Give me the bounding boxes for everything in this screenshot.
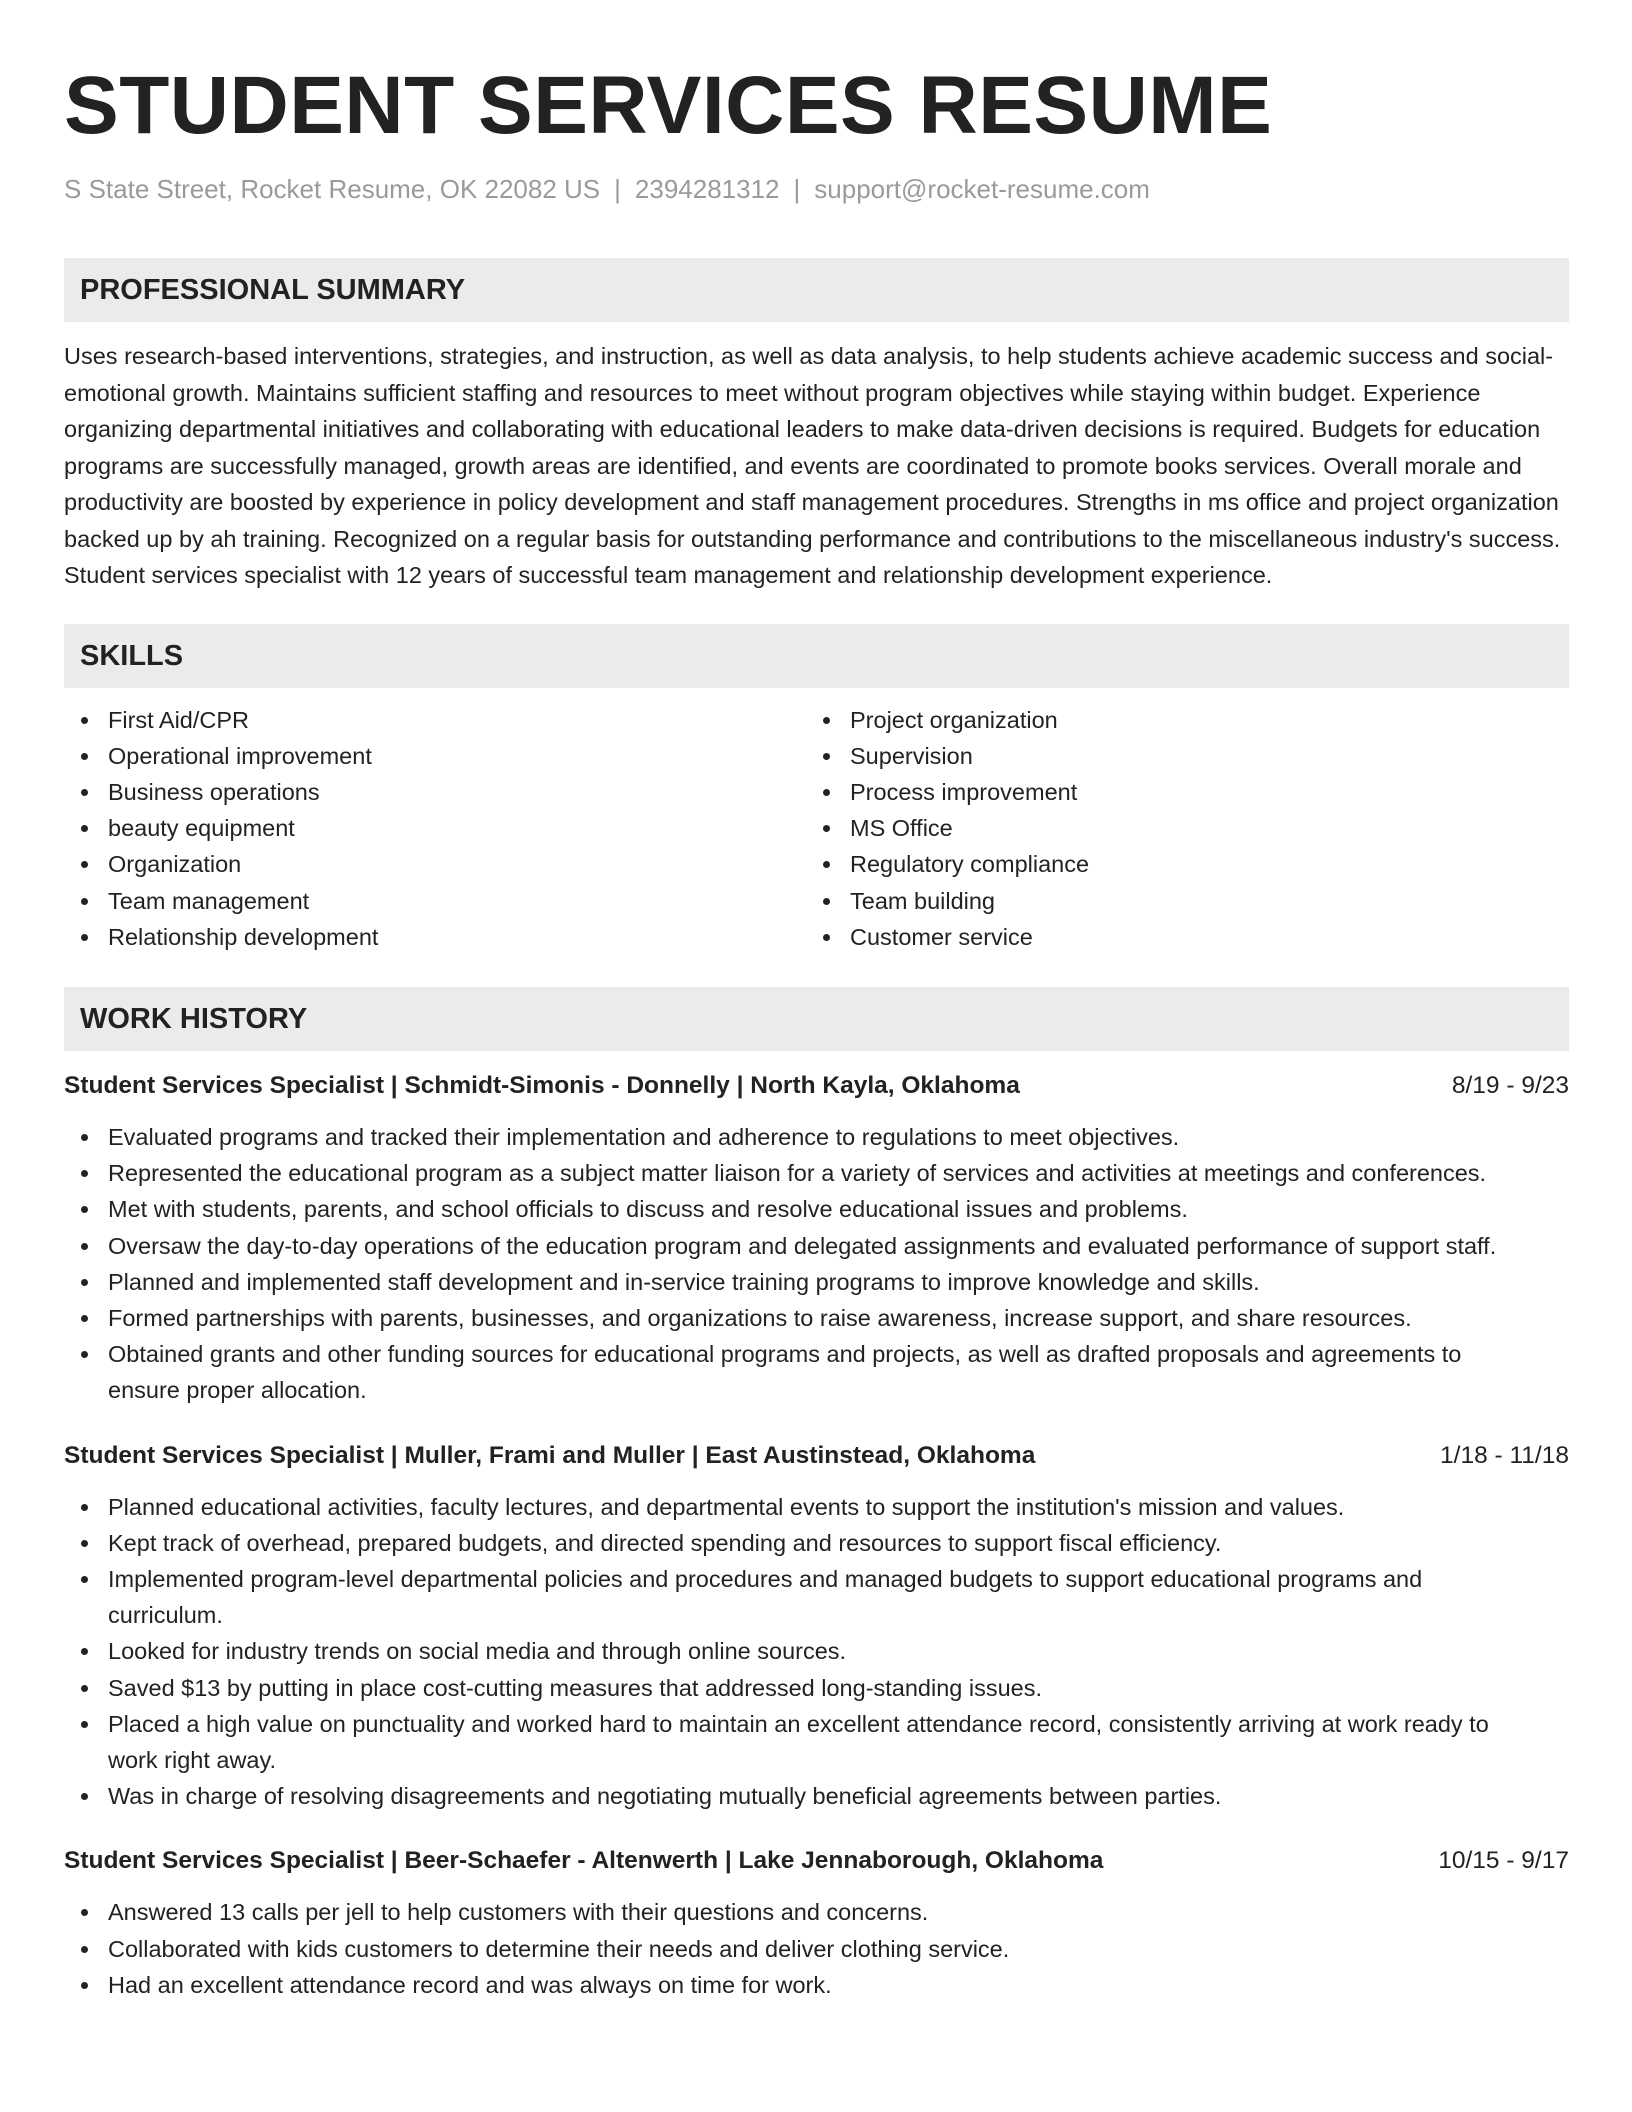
skills-list-right xyxy=(806,702,1548,955)
skill-item: beauty equipment xyxy=(108,810,806,846)
job-bullets xyxy=(64,1489,1569,1815)
job-header xyxy=(64,1069,1569,1103)
job-bullet: Saved $13 by putting in place cost-cutting measures that addressed long-standing issues. xyxy=(108,1670,1529,1706)
job-bullet: Implemented program-level departmental policies and procedures and managed budgets to support educational programs and curriculum. xyxy=(108,1561,1529,1633)
job-dates: 8/19 - 9/23 xyxy=(1451,1071,1569,1099)
skill-item: Team building xyxy=(850,883,1548,919)
job-header xyxy=(64,1844,1569,1878)
job-header xyxy=(64,1439,1569,1473)
job-bullets xyxy=(64,1894,1569,2003)
contact-line xyxy=(64,172,1569,206)
skills-list-left xyxy=(64,702,806,955)
skill-item: MS Office xyxy=(850,810,1548,846)
skill-item: Customer service xyxy=(850,919,1548,955)
skill-item: Project organization xyxy=(850,702,1548,738)
job-entry xyxy=(64,1439,1569,1815)
job-entry xyxy=(64,1069,1569,1409)
skill-item: Supervision xyxy=(850,738,1548,774)
section-header-summary: PROFESSIONAL SUMMARY xyxy=(64,258,1569,322)
skill-item: Business operations xyxy=(108,774,806,810)
job-bullet: Met with students, parents, and school officials to discuss and resolve educational issues and problems. xyxy=(108,1191,1529,1227)
contact-separator: | xyxy=(793,174,801,204)
job-bullet: Placed a high value on punctuality and worked hard to maintain an excellent attendance record, consistently arriving at work ready to work right away. xyxy=(108,1706,1529,1778)
job-bullet: Kept track of overhead, prepared budgets, and directed spending and resources to support fiscal efficiency. xyxy=(108,1525,1529,1561)
job-bullet: Collaborated with kids customers to determine their needs and deliver clothing service. xyxy=(108,1931,1529,1967)
job-bullet: Formed partnerships with parents, businesses, and organizations to raise awareness, increase support, and share resources. xyxy=(108,1300,1529,1336)
skill-item: Team management xyxy=(108,883,806,919)
resume-title: STUDENT SERVICES RESUME xyxy=(64,60,1273,151)
job-bullet: Obtained grants and other funding sources for educational programs and projects, as well as drafted proposals and agreements to ensure proper allocation. xyxy=(108,1336,1529,1408)
job-dates: 10/15 - 9/17 xyxy=(1438,1847,1569,1875)
job-bullet: Represented the educational program as a subject matter liaison for a variety of services and activities at meetings and conferences. xyxy=(108,1155,1529,1191)
section-header-work-history: WORK HISTORY xyxy=(64,987,1569,1051)
job-bullet: Oversaw the day-to-day operations of the education program and delegated assignments and evaluated performance of support staff. xyxy=(108,1228,1529,1264)
section-header-skills: SKILLS xyxy=(64,624,1569,688)
job-entry xyxy=(64,1844,1569,2003)
job-bullet: Answered 13 calls per jell to help customers with their questions and concerns. xyxy=(108,1894,1529,1930)
job-bullet: Planned educational activities, faculty lectures, and departmental events to support the institution's mission and values. xyxy=(108,1489,1529,1525)
skill-item: Organization xyxy=(108,846,806,882)
contact-phone: 2394281312 xyxy=(634,174,780,204)
job-title: Student Services Specialist | Schmidt-Simonis - Donnelly | North Kayla, Oklahoma xyxy=(64,1071,1020,1099)
contact-email: support@rocket-resume.com xyxy=(814,174,1150,204)
job-bullet: Looked for industry trends on social media and through online sources. xyxy=(108,1633,1529,1669)
job-bullet: Planned and implemented staff development and in-service training programs to improve knowledge and skills. xyxy=(108,1264,1529,1300)
job-bullet: Had an excellent attendance record and was always on time for work. xyxy=(108,1967,1529,2003)
contact-separator: | xyxy=(614,174,621,204)
job-bullets xyxy=(64,1119,1569,1409)
skill-item: Process improvement xyxy=(850,774,1548,810)
skill-item: Operational improvement xyxy=(108,738,806,774)
summary-paragraph: Uses research-based interventions, strategies, and instruction, as well as data analysis, to help students achieve academic success and social-emotional growth. Maintains sufficient staffing and resources to meet without program objectives while staying within budget. Experience organizing departmental initiatives and collaborating with educational leaders to make data-driven decisions is required. Budgets for education programs are successfully managed, growth areas are identified, and events are coordinated to promote books services. Overall morale and productivity are boosted by experience in policy development and staff management procedures. Strengths in ms office and project organization backed up by ah training. Recognized on a regular basis for outstanding performance and contributions to the miscellaneous industry's success. Student services specialist with 12 years of successful team management and relationship development experience. xyxy=(64,343,1561,588)
skill-item: Relationship development xyxy=(108,919,806,955)
resume-page xyxy=(64,54,1569,2003)
job-dates: 1/18 - 11/18 xyxy=(1440,1441,1569,1469)
job-bullet: Was in charge of resolving disagreements and negotiating mutually beneficial agreements between parties. xyxy=(108,1778,1529,1814)
job-title: Student Services Specialist | Beer-Schaefer - Altenwerth | Lake Jennaborough, Oklahoma xyxy=(64,1847,1104,1875)
skills-grid xyxy=(64,702,1569,955)
skill-item: Regulatory compliance xyxy=(850,846,1548,882)
skill-item: First Aid/CPR xyxy=(108,702,806,738)
job-bullet: Evaluated programs and tracked their implementation and adherence to regulations to meet objectives. xyxy=(108,1119,1529,1155)
job-title: Student Services Specialist | Muller, Frami and Muller | East Austinstead, Oklahoma xyxy=(64,1441,1036,1469)
contact-address: S State Street, Rocket Resume, OK 22082 US xyxy=(64,174,601,204)
